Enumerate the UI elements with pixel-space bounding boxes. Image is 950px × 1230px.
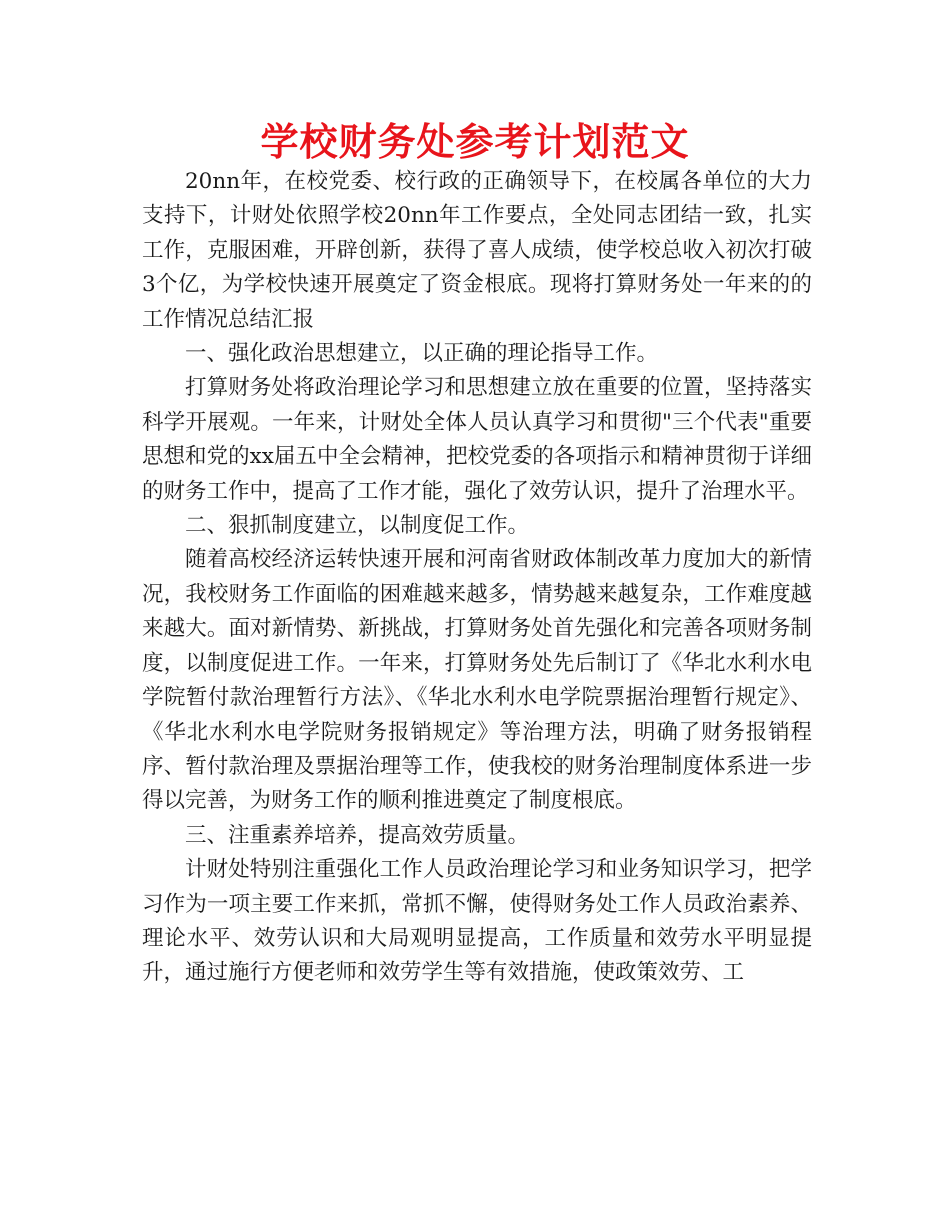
section-heading-3: 三、注重素养培养，提高效劳质量。 <box>185 822 530 848</box>
paragraph-section-1: 打算财务处将政治理论学习和思想建立放在重要的位置，坚持落实科学开展观。一年来，计财处全体人员认真学习和贯彻"三个代表"重要思想和党的xx届五中全会精神，把校党委的各项指示和精神贯彻于详细的财务工作中，提高了工作才能，强化了效劳认识，提升了治理水平。 <box>142 375 812 504</box>
paragraph-intro: 20nn年，在校党委、校行政的正确领导下，在校属各单位的大力支持下，计财处依照学校20nn年工作要点，全处同志团结一致，扎实工作，克服困难，开辟创新，获得了喜人成绩，使学校总收入初次打破3个亿，为学校快速开展奠定了资金根底。现将打算财务处一年来的的工作情况总结汇报 <box>142 169 812 332</box>
paragraph-section-2: 随着高校经济运转快速开展和河南省财政体制改革力度加大的新情况，我校财务工作面临的困难越来越多，情势越来越复杂，工作难度越来越大。面对新情势、新挑战，打算财务处首先强化和完善各项财务制度，以制度促进工作。一年来，打算财务处先后制订了《华北水利水电学院暂付款治理暂行方法》、《华北水利水电学院票据治理暂行规定》、《华北水利水电学院财务报销规定》等治理方法，明确了财务报销程序、暂付款治理及票据治理等工作，使我校的财务治理制度体系进一步得以完善，为财务工作的顺利推进奠定了制度根底。 <box>142 547 812 814</box>
document-title: 学校财务处参考计划范文 <box>260 120 690 164</box>
section-heading-2: 二、狠抓制度建立，以制度促工作。 <box>185 513 530 539</box>
document-body <box>142 165 812 991</box>
paragraph-section-3: 计财处特别注重强化工作人员政治理论学习和业务知识学习，把学习作为一项主要工作来抓，常抓不懈，使得财务处工作人员政治素养、理论水平、效劳认识和大局观明显提高，工作质量和效劳水平明显提升，通过施行方便老师和效劳学生等有效措施，使政策效劳、工 <box>142 857 812 986</box>
section-heading-1: 一、强化政治思想建立，以正确的理论指导工作。 <box>185 341 659 367</box>
